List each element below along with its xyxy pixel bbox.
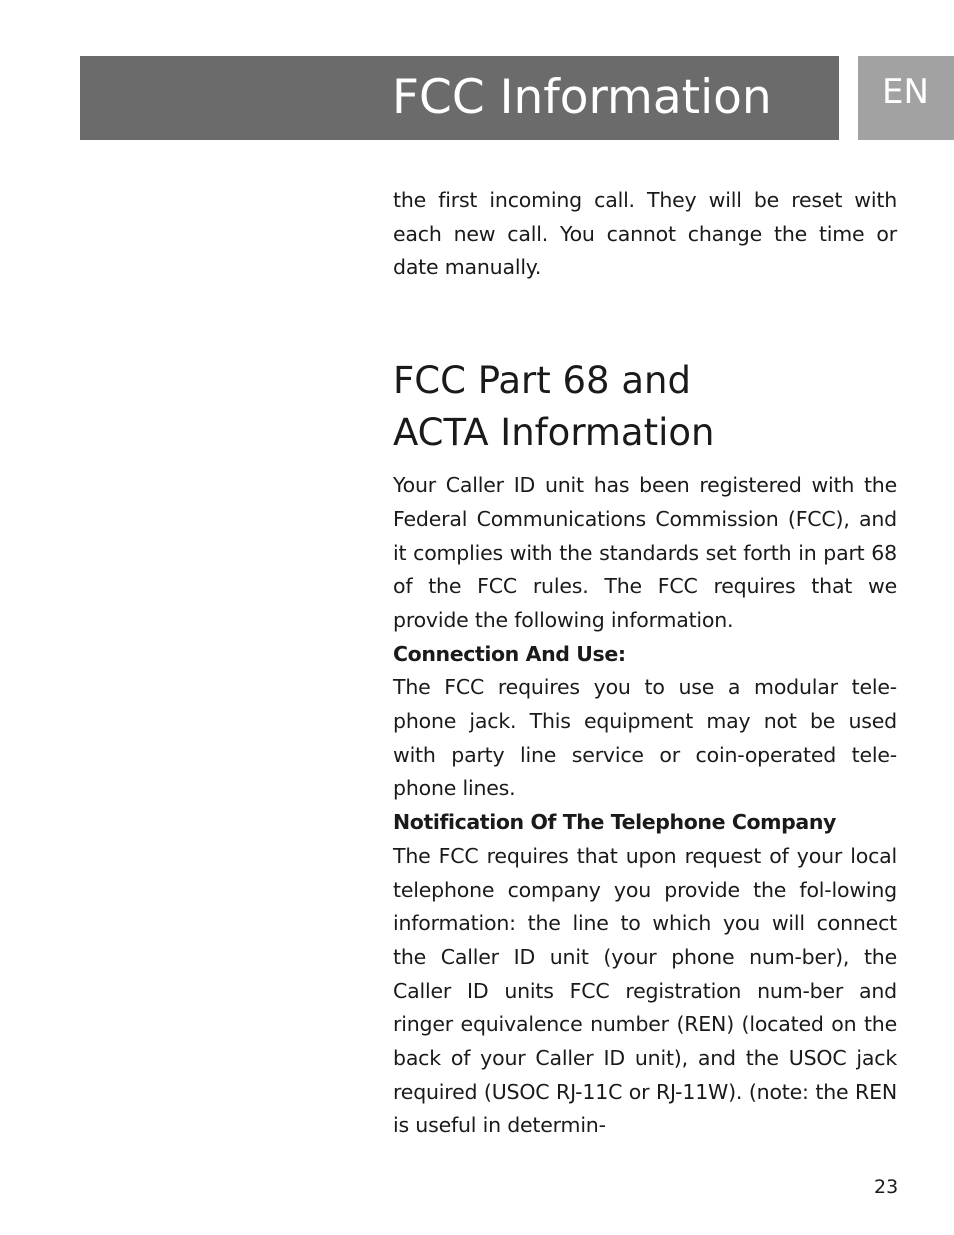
page-title: FCC Information [392, 70, 772, 125]
main-content [393, 184, 897, 1143]
header-bar [80, 56, 839, 140]
language-tab [858, 56, 954, 140]
notification-paragraph: The FCC requires that upon request of your local telephone company you provide the fol-lowing information: the line to which you will connect the Caller ID unit (your phone num-ber), the Caller ID units FCC registration num-ber and ringer equivalence number (REN) (located on the back of your Caller ID unit), and the USOC jack required (USOC RJ-11C or RJ-11W). (note: the REN is useful in determin- [393, 843, 897, 1138]
section-title-line2: ACTA Information [393, 411, 715, 455]
notification-heading: Notification Of The Telephone Company [393, 810, 836, 835]
connection-heading: Connection And Use: [393, 641, 626, 666]
section-title-line1: FCC Part 68 and [393, 359, 691, 403]
registration-paragraph: Your Caller ID unit has been registered with the Federal Communications Commission (FCC), and it complies with the standards set forth in part 68 of the FCC rules. The FCC requires that we provide the following information. [393, 473, 897, 632]
page-number: 23 [874, 1176, 899, 1198]
section-title [393, 355, 897, 459]
language-label: EN [882, 72, 929, 112]
intro-paragraph: the first incoming call. They will be reset with each new call. You cannot change the time or date manually. [393, 188, 897, 280]
connection-paragraph: The FCC requires you to use a modular tele-phone jack. This equipment may not be used with party line service or coin-operated tele-phone lines. [393, 675, 897, 801]
